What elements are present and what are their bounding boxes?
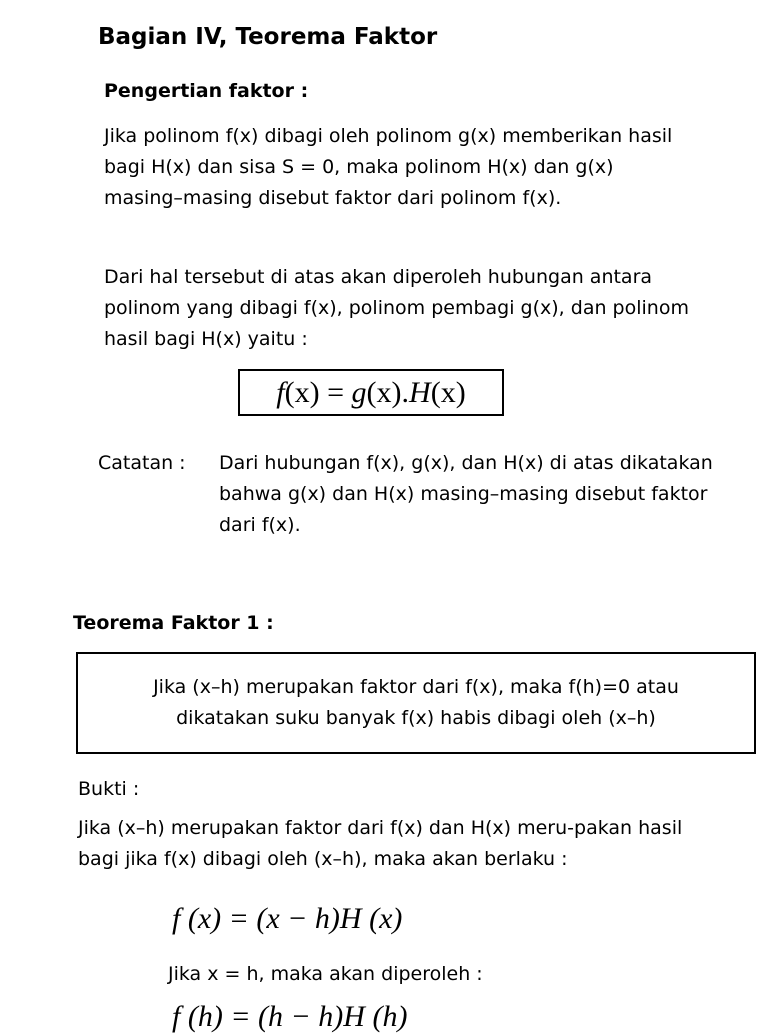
theorem-heading: Teorema Faktor 1 : (73, 612, 274, 634)
relation-line: polinom yang dibagi f(x), polinom pembagi g(x), dan polinom (104, 297, 689, 319)
formula-g: g (351, 376, 367, 409)
formula-arg: (x) (366, 376, 402, 409)
formula-arg: (x) (284, 376, 320, 409)
theorem-line: dikatakan suku banyak f(x) habis dibagi oleh (x–h) (176, 707, 656, 729)
theorem-statement (153, 672, 679, 734)
proof-paragraph (78, 813, 682, 875)
proof-label: Bukti : (78, 778, 140, 800)
definition-line: bagi H(x) dan sisa S = 0, maka polinom H(x) dan g(x) (104, 156, 614, 178)
note-line: bahwa g(x) dan H(x) masing–masing disebut faktor (219, 483, 708, 505)
definition-line: Jika polinom f(x) dibagi oleh polinom g(x) memberikan hasil (104, 125, 673, 147)
proof-line: bagi jika f(x) dibagi oleh (x–h), maka akan berlaku : (78, 848, 568, 870)
formula-equals: = (327, 376, 345, 409)
page-title: Bagian IV, Teorema Faktor (98, 24, 438, 50)
proof-condition: Jika x = h, maka akan diperoleh : (168, 963, 483, 985)
relation-line: hasil bagi H(x) yaitu : (104, 328, 308, 350)
note-line: Dari hubungan f(x), g(x), dan H(x) di atas dikatakan (219, 452, 713, 474)
formula-f: f (276, 376, 285, 409)
formula-dot: . (401, 376, 410, 409)
note-label: Catatan : (98, 452, 186, 474)
note-paragraph (219, 448, 713, 541)
formula-h: H (409, 376, 431, 409)
proof-formula-1: f (x) = (x − h)H (x) (172, 902, 403, 935)
proof-formula-2: f (h) = (h − h)H (h) (172, 1000, 408, 1033)
theorem-box (76, 652, 756, 754)
note-line: dari f(x). (219, 514, 301, 536)
definition-heading: Pengertian faktor : (104, 80, 309, 102)
definition-paragraph (104, 121, 672, 214)
theorem-line: Jika (x–h) merupakan faktor dari f(x), maka f(h)=0 atau (153, 676, 679, 698)
definition-line: masing–masing disebut faktor dari polinom f(x). (104, 187, 562, 209)
relation-paragraph (104, 262, 689, 355)
proof-line: Jika (x–h) merupakan faktor dari f(x) dan H(x) meru-pakan hasil (78, 817, 683, 839)
factor-formula-box (238, 369, 504, 416)
relation-line: Dari hal tersebut di atas akan diperoleh hubungan antara (104, 266, 653, 288)
formula-arg: (x) (430, 376, 466, 409)
